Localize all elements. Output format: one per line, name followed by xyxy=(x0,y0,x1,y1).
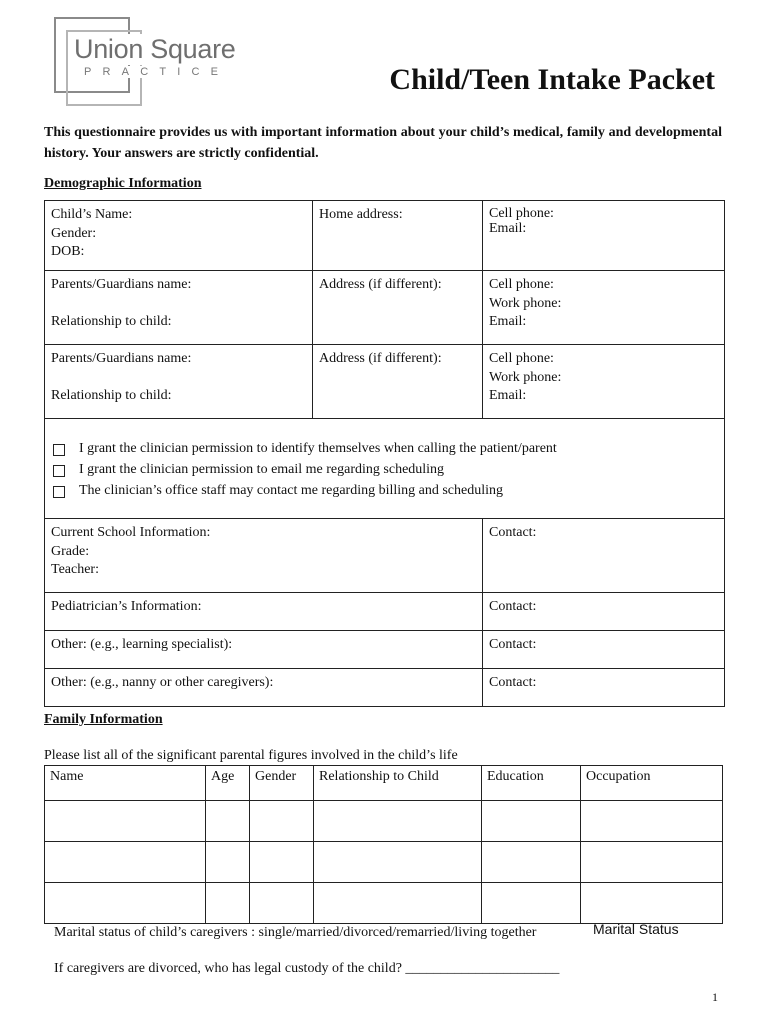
teacher-label: Teacher: xyxy=(51,562,99,577)
permission-label: The clinician’s office staff may contact me regarding billing and scheduling xyxy=(79,483,504,499)
pediatrician-row xyxy=(45,593,725,631)
family-header-row xyxy=(45,766,723,801)
education-cell[interactable] xyxy=(482,883,581,924)
relationship-input[interactable] xyxy=(319,804,476,838)
home-address-cell[interactable] xyxy=(313,201,483,271)
table-row xyxy=(45,842,723,883)
learning-specialist-contact-cell[interactable] xyxy=(483,631,725,669)
child-info-cell[interactable] xyxy=(45,201,313,271)
child-name-label: Child’s Name: xyxy=(51,207,133,222)
guardian-name-label: Parents/Guardians name: xyxy=(51,351,192,366)
age-input[interactable] xyxy=(211,886,244,920)
school-info-cell[interactable] xyxy=(45,519,483,593)
caregiver-label: Other: (e.g., nanny or other caregivers): xyxy=(51,675,274,690)
address-label: Address (if different): xyxy=(319,351,442,366)
guardian-row-2 xyxy=(45,345,725,419)
caregiver-cell[interactable] xyxy=(45,669,483,707)
occupation-input[interactable] xyxy=(586,845,717,879)
contact-label: Contact: xyxy=(489,637,537,652)
school-row xyxy=(45,519,725,593)
logo-name: Union Square xyxy=(70,34,242,65)
permission-identify[interactable] xyxy=(51,439,718,460)
child-contact-cell[interactable] xyxy=(483,201,725,271)
work-phone-label: Work phone: xyxy=(489,295,562,311)
gender-cell[interactable] xyxy=(250,883,314,924)
email-label: Email: xyxy=(489,221,527,236)
cell-phone-label: Cell phone: xyxy=(489,277,554,292)
relationship-label: Relationship to child: xyxy=(51,388,172,403)
col-education-header: Education xyxy=(482,766,581,801)
gender-cell[interactable] xyxy=(250,801,314,842)
name-cell[interactable] xyxy=(45,801,206,842)
relationship-cell[interactable] xyxy=(314,842,482,883)
page-number: 1 xyxy=(712,990,718,1004)
email-label: Email: xyxy=(489,388,527,403)
custody-question xyxy=(54,961,559,977)
relationship-label: Relationship to child: xyxy=(51,314,172,329)
occupation-cell[interactable] xyxy=(581,801,723,842)
name-input[interactable] xyxy=(50,845,200,879)
age-input[interactable] xyxy=(211,845,244,879)
relationship-cell[interactable] xyxy=(314,801,482,842)
education-cell[interactable] xyxy=(482,801,581,842)
education-input[interactable] xyxy=(487,886,575,920)
occupation-cell[interactable] xyxy=(581,842,723,883)
name-input[interactable] xyxy=(50,886,200,920)
name-input[interactable] xyxy=(50,804,200,838)
guardian-2-contact-cell[interactable] xyxy=(483,345,725,419)
school-contact-cell[interactable] xyxy=(483,519,725,593)
demographic-heading: Demographic Information xyxy=(44,176,202,191)
checkbox-icon[interactable] xyxy=(53,486,65,498)
occupation-input[interactable] xyxy=(586,886,717,920)
demographic-table xyxy=(44,200,725,707)
cell-phone-label: Cell phone: xyxy=(489,206,554,221)
learning-specialist-label: Other: (e.g., learning specialist): xyxy=(51,637,233,652)
table-row xyxy=(45,883,723,924)
education-input[interactable] xyxy=(487,804,575,838)
guardian-1-name-cell[interactable] xyxy=(45,271,313,345)
relationship-cell[interactable] xyxy=(314,883,482,924)
pediatrician-label: Pediatrician’s Information: xyxy=(51,599,202,614)
family-table-note: Please list all of the significant parental figures involved in the child’s life xyxy=(44,748,458,763)
email-label: Email: xyxy=(489,314,527,329)
col-name-header: Name xyxy=(45,766,206,801)
occupation-input[interactable] xyxy=(586,804,717,838)
age-cell[interactable] xyxy=(206,801,250,842)
gender-input[interactable] xyxy=(255,804,308,838)
custody-label: If caregivers are divorced, who has legal custody of the child? xyxy=(54,961,402,976)
permission-email[interactable] xyxy=(51,460,718,481)
permission-billing[interactable] xyxy=(51,481,718,502)
caregiver-contact-cell[interactable] xyxy=(483,669,725,707)
col-gender-header: Gender xyxy=(250,766,314,801)
contact-label: Contact: xyxy=(489,525,537,540)
checkbox-icon[interactable] xyxy=(53,444,65,456)
learning-specialist-cell[interactable] xyxy=(45,631,483,669)
work-phone-label: Work phone: xyxy=(489,369,562,385)
col-occupation-header: Occupation xyxy=(581,766,723,801)
child-info-row xyxy=(45,201,725,271)
permissions-row xyxy=(45,419,725,519)
occupation-cell[interactable] xyxy=(581,883,723,924)
custody-blank[interactable]: ______________________ xyxy=(405,961,560,976)
age-cell[interactable] xyxy=(206,883,250,924)
marital-status-field[interactable]: Marital Status xyxy=(593,921,679,937)
permission-label: I grant the clinician permission to email me regarding scheduling xyxy=(79,462,445,478)
gender-label: Gender: xyxy=(51,225,97,241)
education-input[interactable] xyxy=(487,845,575,879)
guardian-1-contact-cell[interactable] xyxy=(483,271,725,345)
relationship-input[interactable] xyxy=(319,845,476,879)
permissions-cell xyxy=(45,419,725,519)
logo-subtitle: PRACTICE xyxy=(84,66,230,78)
contact-label: Contact: xyxy=(489,675,537,690)
guardian-2-name-cell[interactable] xyxy=(45,345,313,419)
col-age-header: Age xyxy=(206,766,250,801)
caregiver-row xyxy=(45,669,725,707)
grade-label: Grade: xyxy=(51,543,90,559)
pediatrician-contact-cell[interactable] xyxy=(483,593,725,631)
guardian-row-1 xyxy=(45,271,725,345)
gender-input[interactable] xyxy=(255,845,308,879)
school-info-label: Current School Information: xyxy=(51,525,211,540)
address-label: Address (if different): xyxy=(319,277,442,292)
age-input[interactable] xyxy=(211,804,244,838)
gender-input[interactable] xyxy=(255,886,308,920)
contact-label: Contact: xyxy=(489,599,537,614)
dob-label: DOB: xyxy=(51,244,85,259)
home-address-label: Home address: xyxy=(319,207,403,222)
family-heading: Family Information xyxy=(44,712,163,727)
col-relationship-header: Relationship to Child xyxy=(314,766,482,801)
table-row xyxy=(45,801,723,842)
education-cell[interactable] xyxy=(482,842,581,883)
name-cell[interactable] xyxy=(45,883,206,924)
age-cell[interactable] xyxy=(206,842,250,883)
pediatrician-cell[interactable] xyxy=(45,593,483,631)
marital-status-label: Marital status of child’s caregivers : single/married/divorced/remarried/living together xyxy=(54,925,537,940)
guardian-1-address-cell[interactable] xyxy=(313,271,483,345)
learning-specialist-row xyxy=(45,631,725,669)
page-title: Child/Teen Intake Packet xyxy=(389,63,715,96)
family-table xyxy=(44,765,723,924)
cell-phone-label: Cell phone: xyxy=(489,351,554,366)
relationship-input[interactable] xyxy=(319,886,476,920)
guardian-name-label: Parents/Guardians name: xyxy=(51,277,192,292)
intro-text: This questionnaire provides us with important information about your child’s medical, family and developmental history. Your answers are strictly confidential. xyxy=(44,125,722,161)
guardian-2-address-cell[interactable] xyxy=(313,345,483,419)
permission-label: I grant the clinician permission to identify themselves when calling the patient/parent xyxy=(79,441,557,457)
gender-cell[interactable] xyxy=(250,842,314,883)
checkbox-icon[interactable] xyxy=(53,465,65,477)
name-cell[interactable] xyxy=(45,842,206,883)
